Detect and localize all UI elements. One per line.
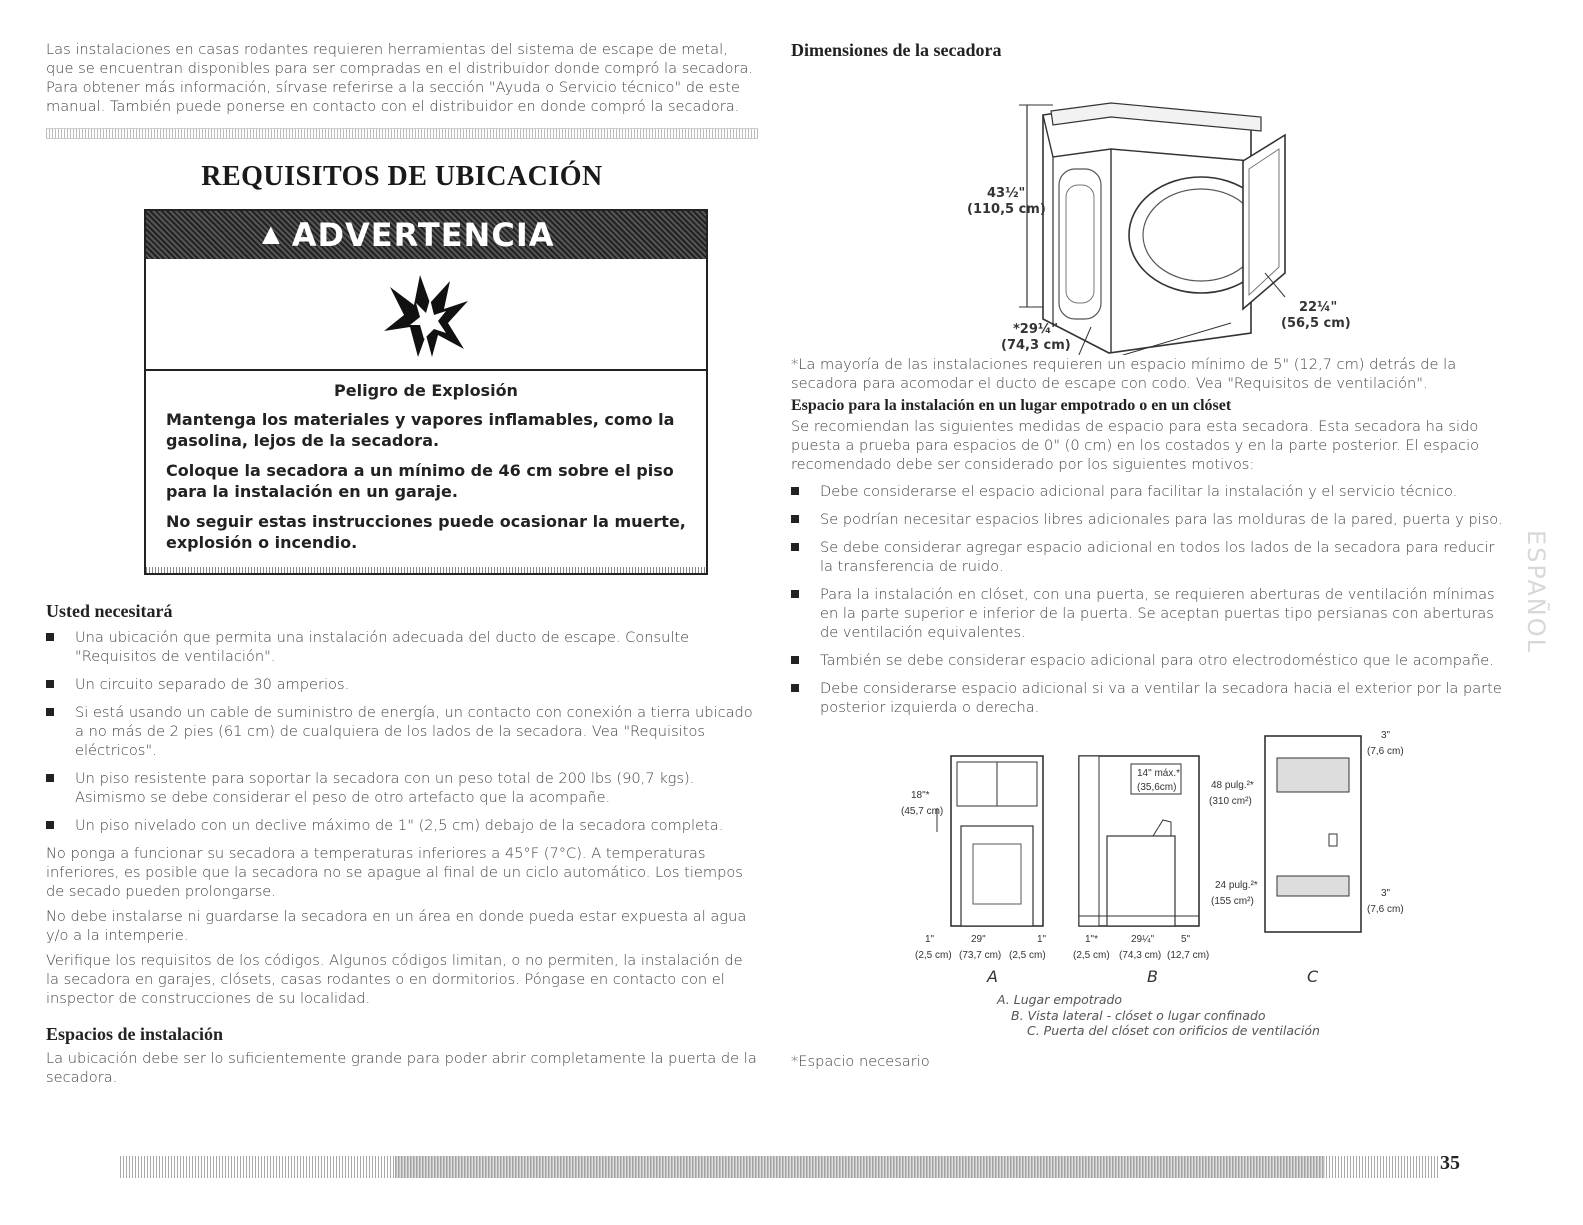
footnote-exhaust: *La mayoría de las instalaciones requieren un espacio mínimo de 5" (12,7 cm) detrás de la secadora para acomodar el ducto de escape con codo. Vea "Requisitos de ventilación".: [791, 356, 1457, 392]
explosion-icon: [380, 269, 472, 359]
b-vent-area-top-cm: (310 cm²): [1209, 796, 1252, 807]
usted-necesitara-list: [46, 628, 758, 835]
warning-line: No seguir estas instrucciones puede ocasionar la muerte, explosión o incendio.: [166, 512, 686, 552]
height-label-cm: (110,5 cm): [967, 202, 1046, 217]
a-width: 29": [971, 934, 986, 945]
bottom-vent: [1277, 876, 1349, 896]
dryer-dimension-figure: [791, 65, 1511, 355]
b-side: 1"*: [1085, 934, 1099, 945]
depth-label: *29¼": [1013, 322, 1059, 337]
list-item: Un circuito separado de 30 amperios.: [46, 675, 758, 694]
warning-text: [146, 371, 706, 553]
b-vent-area-bottom: 24 pulg.²*: [1215, 880, 1258, 891]
list-item: Un piso nivelado con un declive máximo de 1" (2,5 cm) debajo de la secadora completa.: [46, 816, 758, 835]
list-item: También se debe considerar espacio adicional para otro electrodoméstico que le acompañe.: [791, 651, 1511, 670]
intro-paragraph: Las instalaciones en casas rodantes requieren herramientas del sistema de escape de metal, que se encuentran disponibles para ser compradas en el distribuidor donde compró la secadora. Para obtener más información, sírvase referirse a la sección "Ayuda o Servicio técnico" de este manual. También puede ponerse en contacto con el distribuidor en donde compró la secadora.: [46, 41, 754, 115]
caption-a: A. Lugar empotrado: [997, 992, 1123, 1007]
b-rear: 5": [1181, 934, 1191, 945]
left-column: [46, 40, 758, 1087]
top-vent: [1277, 758, 1349, 792]
warning-shade: [146, 567, 706, 573]
door-label-cm: (56,5 cm): [1281, 316, 1351, 331]
espacios-text: La ubicación debe ser lo suficientemente grande para poder abrir completamente la puerta de la secadora.: [46, 1050, 757, 1086]
section-divider: [46, 128, 758, 139]
list-item: Se podrían necesitar espacios libres adicionales para las molduras de la pared, puerta y piso.: [791, 510, 1511, 529]
list-item: Para la instalación en clóset, con una puerta, se requieren aberturas de ventilación mínimas en la parte superior e inferior de la puerta. Se aceptan puertas tipo persianas con aberturas de ventilación equivalentes.: [791, 585, 1511, 642]
a-top-clearance: 18"*: [911, 790, 930, 801]
a-top-clearance-cm: (45,7 cm): [901, 806, 944, 817]
figure-letter-b: B: [1147, 967, 1158, 986]
c-bottom-clearance-cm: (7,6 cm): [1367, 904, 1404, 915]
warning-hazard: Peligro de Explosión: [334, 381, 518, 400]
weather-paragraph: No debe instalarse ni guardarse la secadora en un área en donde pueda estar expuesta al agua y/o a la intemperie.: [46, 908, 747, 944]
list-item: Se debe considerar agregar espacio adicional en todos los lados de la secadora para reducir la transferencia de ruido.: [791, 538, 1511, 576]
a-side-right-cm: (2,5 cm): [1009, 950, 1046, 961]
c-bottom-clearance: 3": [1381, 888, 1391, 899]
door-label: 22¼": [1299, 300, 1338, 315]
b-side-cm: (2,5 cm): [1073, 950, 1110, 961]
list-item: Un piso resistente para soportar la secadora con un peso total de 200 lbs (90,7 kgs). Asimismo se debe considerar el peso de otro artefacto que la acompañe.: [46, 769, 758, 807]
espacios-heading: Espacios de instalación: [46, 1024, 224, 1044]
warning-symbol-area: [146, 259, 706, 371]
installation-clearance-figure: [791, 726, 1511, 1026]
page-number: 35: [1440, 1152, 1460, 1174]
dimensiones-heading: Dimensiones de la secadora: [791, 40, 1002, 60]
b-rear-cm: (12,7 cm): [1167, 950, 1210, 961]
depth-label-cm: (74,3 cm): [1001, 338, 1071, 353]
right-column: [791, 40, 1511, 1071]
figure-letter-c: C: [1307, 967, 1319, 986]
empotrado-list: [791, 482, 1511, 717]
a-side-right: 1": [1037, 934, 1047, 945]
a-side-left-cm: (2,5 cm): [915, 950, 952, 961]
warning-header: [146, 211, 706, 259]
b-top-clearance-cm: (35,6cm): [1137, 782, 1177, 793]
footer-rule-dark: [395, 1156, 1325, 1178]
espacio-necesario-note: *Espacio necesario: [791, 1053, 930, 1070]
codes-paragraph: Verifique los requisitos de los códigos. Algunos códigos limitan, o no permiten, la instalación de la secadora en garajes, clósets, casas rodantes o en dormitorios. Póngase en contacto con el inspector de construcciones de su localidad.: [46, 952, 743, 1007]
c-top-clearance: 3": [1381, 730, 1391, 741]
a-side-left: 1": [925, 934, 935, 945]
usted-necesitara-heading: Usted necesitará: [46, 601, 173, 621]
language-tab: ESPAÑOL: [1522, 530, 1550, 654]
figure-b-closet: [1073, 756, 1258, 986]
section-title: REQUISITOS DE UBICACIÓN: [201, 161, 603, 192]
warning-triangle-icon: ▲: [256, 218, 286, 251]
warning-title: ADVERTENCIA: [291, 216, 555, 254]
figure-c-door: [1265, 730, 1404, 986]
c-top-clearance-cm: (7,6 cm): [1367, 746, 1404, 757]
temperature-paragraph: No ponga a funcionar su secadora a temperaturas inferiores a 45°F (7°C). A temperaturas inferiores, es posible que la secadora no se apague al final de un ciclo automático. Los tiempos de secado pueden prolongarse.: [46, 845, 743, 900]
b-depth: 29¼": [1131, 934, 1155, 945]
empotrado-text: Se recomiendan las siguientes medidas de espacio para esta secadora. Esta secadora ha sido puesta a prueba para espacios de 0" (0 cm) en los costados y en la parte posterior. El espacio recomendado debe ser considerado por los siguientes motivos:: [791, 418, 1480, 473]
b-vent-area-bottom-cm: (155 cm²): [1211, 896, 1254, 907]
figure-a-recessed: [901, 756, 1047, 986]
b-top-clearance: 14" máx.*: [1137, 768, 1181, 779]
list-item: Debe considerarse espacio adicional si va a ventilar la secadora hacia el exterior por la parte posterior izquierda o derecha.: [791, 679, 1511, 717]
b-depth-cm: (74,3 cm): [1119, 950, 1162, 961]
height-label: 43½": [987, 186, 1026, 201]
b-vent-area-top: 48 pulg.²*: [1211, 780, 1254, 791]
list-item: Una ubicación que permita una instalación adecuada del ducto de escape. Consulte "Requisitos de ventilación".: [46, 628, 758, 666]
list-item: Si está usando un cable de suministro de energía, un contacto con conexión a tierra ubicado a no más de 2 pies (61 cm) de cualquiera de los lados de la secadora. Vea "Requisitos eléctricos".: [46, 703, 758, 760]
empotrado-heading: Espacio para la instalación en un lugar empotrado o en un clóset: [791, 397, 1232, 414]
warning-line: Mantenga los materiales y vapores inflamables, como la gasolina, lejos de la secadora.: [166, 410, 675, 450]
a-width-cm: (73,7 cm): [959, 950, 1002, 961]
figure-letter-a: A: [987, 967, 998, 986]
list-item: Debe considerarse el espacio adicional para facilitar la instalación y el servicio técnico.: [791, 482, 1511, 501]
warning-line: Coloque la secadora a un mínimo de 46 cm sobre el piso para la instalación en un garaje.: [166, 461, 674, 501]
warning-box: [144, 209, 708, 575]
caption-c: C. Puerta del clóset con orificios de ventilación: [1027, 1023, 1320, 1038]
caption-b: B. Vista lateral - clóset o lugar confinado: [1011, 1008, 1266, 1023]
